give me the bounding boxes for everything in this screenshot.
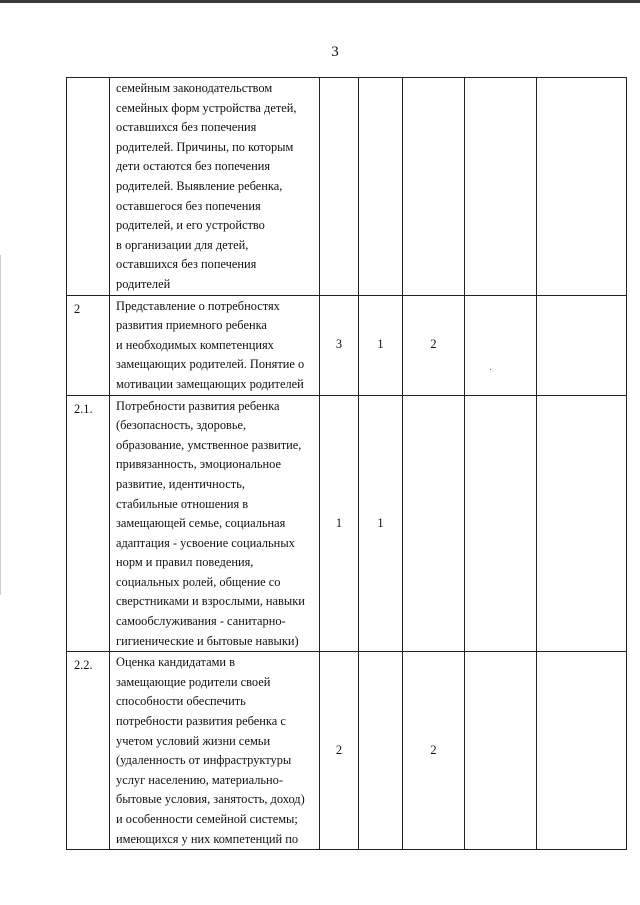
description-line: дети остаются без попечения	[116, 159, 271, 174]
description-line: родителей, и его устройство	[116, 218, 265, 233]
hours-other	[465, 78, 537, 296]
description-line: образование, умственное развитие,	[116, 437, 302, 452]
row-number: 2	[67, 295, 110, 395]
hours-practice: 2	[403, 652, 465, 850]
description-line: учетом условий жизни семьи	[116, 733, 271, 748]
hours-total: 3	[320, 295, 359, 395]
description-line: родителей. Выявление ребенка,	[116, 178, 283, 193]
hours-other	[465, 395, 537, 652]
description-line: самообслуживания - санитарно-	[116, 614, 286, 629]
row-description	[110, 295, 320, 395]
hours-total: 1	[320, 395, 359, 652]
form-of-control	[537, 395, 627, 652]
description-line: мотивации замещающих родителей	[116, 376, 304, 391]
description-line: оставшихся без попечения	[116, 120, 257, 135]
hours-practice: 2	[403, 295, 465, 395]
form-of-control	[537, 295, 627, 395]
description-line: развитие, идентичность,	[116, 476, 245, 491]
description-line: имеющихся у них компетенций по	[116, 831, 299, 846]
hours-total: 2	[320, 652, 359, 850]
description-line: способности обеспечить	[116, 694, 246, 709]
hours-lectures: 1	[359, 295, 403, 395]
row-description	[110, 395, 320, 652]
row-number	[67, 78, 110, 296]
description-line: Оценка кандидатами в	[116, 655, 236, 670]
form-of-control	[537, 78, 627, 296]
description-line: семейных форм устройства детей,	[116, 100, 297, 115]
description-line: семейным законодательством	[116, 81, 273, 95]
description-line: замещающие родители своей	[116, 674, 271, 689]
description-line: услуг населению, материально-	[116, 772, 284, 787]
description-line: в организации для детей,	[116, 237, 249, 252]
description-line: замещающих родителей. Понятие о	[116, 357, 305, 372]
hours-other	[465, 652, 537, 850]
hours-other	[465, 295, 537, 395]
description-line: потребности развития ребенка с	[116, 714, 286, 729]
hours-lectures	[359, 78, 403, 296]
form-of-control	[537, 652, 627, 850]
hours-practice	[403, 78, 465, 296]
description-line: (безопасность, здоровье,	[116, 418, 247, 433]
description-line: развития приемного ребенка	[116, 318, 267, 333]
row-number: 2.1.	[67, 395, 110, 652]
scan-edge-left	[0, 255, 1, 595]
description-line: социальных ролей, общение со	[116, 574, 281, 589]
scan-speck	[490, 369, 491, 370]
description-line: адаптация - усвоение социальных	[116, 535, 295, 550]
table-row	[67, 395, 627, 652]
hours-lectures: 1	[359, 395, 403, 652]
row-number: 2.2.	[67, 652, 110, 850]
hours-practice	[403, 395, 465, 652]
hours-lectures	[359, 652, 403, 850]
description-line: оставшихся без попечения	[116, 257, 257, 272]
table-row	[67, 78, 627, 296]
hours-total	[320, 78, 359, 296]
description-line: Представление о потребностях	[116, 298, 280, 313]
description-line: гигиенические и бытовые навыки)	[116, 633, 299, 648]
description-line: норм и правил поведения,	[116, 555, 254, 570]
description-line: замещающей семье, социальная	[116, 516, 286, 531]
description-line: и необходимых компетенциях	[116, 337, 274, 352]
scan-edge-top	[0, 0, 640, 3]
description-line: родителей	[116, 276, 171, 291]
description-line: привязанность, эмоциональное	[116, 457, 282, 472]
description-line: сверстниками и взрослыми, навыки	[116, 594, 305, 609]
description-line: бытовые условия, занятость, доход)	[116, 792, 305, 807]
description-line: стабильные отношения в	[116, 496, 249, 511]
curriculum-table	[66, 77, 627, 850]
description-line: и особенности семейной системы;	[116, 812, 298, 826]
table-row	[67, 295, 627, 395]
description-line: Потребности развития ребенка	[116, 398, 280, 413]
row-description	[110, 652, 320, 850]
table-row	[67, 652, 627, 850]
page-number: 3	[331, 44, 339, 60]
row-description	[110, 78, 320, 296]
description-line: родителей. Причины, по которым	[116, 139, 294, 154]
description-line: (удаленность от инфраструктуры	[116, 753, 292, 768]
description-line: оставшегося без попечения	[116, 198, 261, 213]
